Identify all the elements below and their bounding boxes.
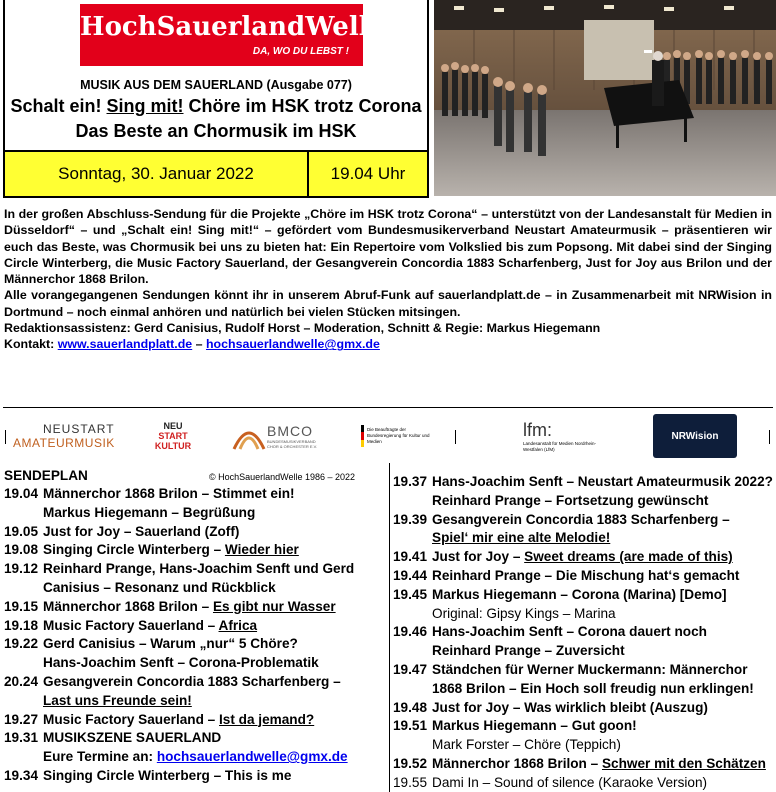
page-subtitle: Das Beste an Chormusik im HSK — [75, 121, 357, 141]
header-panel — [3, 0, 429, 198]
neustart-kultur-line: KULTUR — [154, 441, 192, 451]
song-title: Schwer mit den Schätzen — [601, 755, 766, 771]
item-subline: Hans-Joachim Senft – Corona-Problematik — [43, 655, 319, 671]
sponsor-logo-strip — [3, 407, 773, 461]
neustart-kultur-line: NEU — [163, 421, 183, 431]
item-title: Just for Joy – Sauerland (Zoff) — [43, 523, 240, 539]
song-title: Es gibt nur Wasser — [212, 598, 336, 614]
events-label: Eure Termine an: — [43, 749, 157, 765]
divider-tick — [455, 430, 456, 444]
title-part: Chöre im HSK trotz Corona — [183, 96, 422, 116]
schedule-left-column — [4, 463, 386, 786]
item-title: MUSIKSZENE SAUERLAND — [43, 730, 222, 746]
item-title: Music Factory Sauerland – — [43, 617, 219, 633]
schedule-right-column — [393, 473, 773, 792]
broadcast-date-bar — [5, 150, 427, 196]
list-item — [393, 774, 773, 792]
station-logo[interactable] — [80, 4, 386, 66]
neustart-kultur-line: START — [158, 431, 188, 441]
song-title: Africa — [218, 617, 258, 633]
item-time: 19.31 — [4, 730, 39, 746]
list-item — [393, 473, 773, 492]
neustart-logo-line: NEUSTART — [43, 422, 115, 436]
neustart-logo-line: AMATEURMUSIK — [13, 436, 115, 450]
item-subline: Original: Gipsy Kings – Marina — [432, 605, 616, 621]
lfm-label: lfm: — [523, 419, 552, 440]
page-title — [5, 96, 427, 117]
item-title: Gerd Canisius – Warum „nur“ 5 Chöre? — [43, 636, 298, 652]
choir-photo — [434, 0, 776, 196]
list-item — [4, 485, 386, 504]
item-title: Singing Circle Winterberg – — [43, 542, 225, 558]
bmco-mark-icon — [231, 419, 267, 453]
item-title: Männerchor 1868 Brilon – — [432, 755, 602, 771]
logo-tagline: DA, WO DU LEBST ! — [252, 46, 349, 57]
item-title: Just for Joy – Was wirklich bleibt (Auszug) — [432, 699, 708, 715]
song-title: Spiel‘ mir eine alte Melodie! — [432, 530, 611, 546]
item-title: Hans-Joachim Senft – Neustart Amateurmusik 2022? — [432, 474, 773, 489]
item-subline: 1868 Brilon – Ein Hoch soll freudig nun erklingen! — [432, 680, 754, 696]
item-subline: Reinhard Prange – Fortsetzung gewünscht — [432, 492, 709, 508]
divider-tick — [769, 430, 770, 444]
list-item — [393, 567, 773, 586]
bmco-sublabel: BUNDESMUSIKVERBAND CHOR & ORCHESTER E.V. — [267, 439, 318, 449]
item-time: 19.22 — [4, 636, 39, 652]
title-emphasis: Sing mit! — [106, 96, 184, 116]
item-title: Gesangverein Concordia 1883 Scharfenberg – — [432, 511, 730, 527]
series-label: MUSIK AUS DEM SAUERLAND (Ausgabe 077) — [80, 78, 352, 92]
item-title: Dami In – Sound of silence (Karaoke Version) — [432, 774, 708, 790]
list-item — [393, 717, 773, 736]
item-time: 19.46 — [393, 624, 428, 640]
song-title: Wieder hier — [224, 542, 299, 558]
item-time: 19.12 — [4, 561, 39, 577]
events-email-link[interactable]: hochsauerlandwelle@gmx.de — [156, 749, 348, 765]
list-item — [393, 586, 773, 605]
column-divider — [389, 463, 390, 792]
list-item — [4, 729, 386, 748]
item-title: Ständchen für Werner Muckermann: Männerchor — [432, 661, 748, 677]
website-link[interactable]: www.sauerlandplatt.de — [57, 337, 193, 352]
neustart-kultur-logo[interactable] — [153, 414, 193, 458]
divider-tick — [5, 430, 6, 444]
lfm-logo[interactable] — [523, 414, 609, 458]
bkm-label: Die Beauftragte der Bundesregierung für Kultur und Medien — [367, 427, 430, 444]
item-time: 19.55 — [393, 774, 428, 790]
item-time: 19.04 — [4, 486, 39, 501]
list-item — [4, 541, 386, 560]
logo-text: HochSauerlandWelle — [80, 12, 386, 42]
german-flag-icon — [361, 425, 364, 447]
neustart-amateurmusik-logo[interactable] — [13, 414, 131, 458]
item-subline: Mark Forster – Chöre (Teppich) — [432, 737, 621, 753]
item-time: 19.39 — [393, 511, 428, 527]
item-time: 19.34 — [4, 767, 39, 783]
item-time: 19.15 — [4, 598, 39, 614]
list-item — [4, 617, 386, 636]
item-time: 19.27 — [4, 711, 39, 727]
list-item — [4, 711, 386, 730]
list-item — [393, 755, 773, 774]
contact-separator: – — [192, 337, 206, 352]
title-part: Schalt ein! — [10, 96, 107, 116]
item-time: 19.18 — [4, 617, 39, 633]
choir-photo-illustration — [434, 0, 776, 196]
item-subline — [4, 748, 386, 767]
item-time: 19.44 — [393, 567, 428, 583]
contact-line — [4, 336, 772, 352]
item-title: Markus Hiegemann – Gut goon! — [432, 718, 637, 734]
item-time: 19.08 — [4, 542, 39, 558]
list-item — [393, 699, 773, 718]
list-item — [393, 548, 773, 567]
broadcast-date: Sonntag, 30. Januar 2022 — [5, 152, 309, 196]
item-time: 19.51 — [393, 718, 428, 734]
list-item — [393, 661, 773, 680]
bmco-label: BMCO — [267, 423, 313, 439]
lfm-sublabel: Landesanstalt für Medien Nordrhein-Westfalen (LfM) — [523, 440, 597, 452]
email-link[interactable]: hochsauerlandwelle@gmx.de — [205, 337, 380, 352]
intro-text — [4, 206, 772, 353]
item-time: 19.37 — [393, 474, 428, 489]
nrwision-logo[interactable] — [653, 414, 737, 458]
item-title: Music Factory Sauerland – — [43, 711, 220, 727]
list-item — [4, 673, 386, 692]
copyright-note: © HochSauerlandWelle 1986 – 2022 — [209, 472, 356, 482]
list-item — [4, 560, 386, 579]
contact-label: Kontakt: — [4, 337, 58, 352]
item-time: 19.41 — [393, 549, 428, 565]
list-item — [4, 523, 386, 542]
intro-paragraph: Alle vorangegangenen Sendungen könnt ihr in unserem Abruf-Funk auf sauerlandplatt.de – in Zusammenarbeit mit NRWision in Dortmund – noch einmal anhören und natürlich bei vielen Stücken mitsingen. — [4, 288, 772, 319]
item-subline — [4, 692, 386, 711]
item-title: Gesangverein Concordia 1883 Scharfenberg – — [43, 673, 341, 689]
item-subline: Reinhard Prange – Zuversicht — [432, 643, 625, 659]
list-item — [4, 767, 386, 786]
item-title: Männerchor 1868 Brilon – Stimmet ein! — [43, 486, 295, 501]
list-item — [4, 635, 386, 654]
list-item — [4, 598, 386, 617]
song-title: Last uns Freunde sein! — [43, 692, 192, 708]
item-time: 19.52 — [393, 755, 428, 771]
item-title: Just for Joy – — [432, 549, 525, 565]
bkm-logo[interactable] — [361, 414, 441, 458]
item-time: 20.24 — [4, 673, 39, 689]
song-title: Sweet dreams (are made of this) — [524, 549, 733, 565]
item-time: 19.45 — [393, 586, 428, 602]
schedule-header — [4, 467, 386, 485]
item-title: Singing Circle Winterberg – This is me — [43, 767, 292, 783]
intro-paragraph: In der großen Abschluss-Sendung für die Projekte „Chöre im HSK trotz Corona“ – unterstützt von der Landesanstalt für Medien in Düsseldorf“ – und „Schalt ein! Sing mit!“ – gefördert vom Bundesmusikerverband Neustart Amateurmusik – präsentieren wir euch das Beste, was Chormusik bei uns zu bieten hat: Ein Repertoire vom Volkslied bis zum Popsong. Mit dabei sind der Singing Circle Winterberg, die Music Factory Sauerland, der Gesangverein Concordia 1883 Scharfenberg, Just for Joy aus Brilon und der Männerchor 1868 Brilon. — [4, 207, 772, 287]
item-time: 19.05 — [4, 523, 39, 539]
item-time: 19.48 — [393, 699, 428, 715]
song-title: Ist da jemand? — [219, 711, 315, 727]
list-item — [393, 511, 773, 530]
item-title: Männerchor 1868 Brilon – — [43, 598, 213, 614]
item-title: Reinhard Prange, Hans-Joachim Senft und Gerd — [43, 561, 355, 577]
broadcast-time: 19.04 Uhr — [330, 164, 406, 183]
item-subline — [393, 529, 773, 548]
nrwision-label: NRWision — [671, 430, 719, 442]
item-time: 19.47 — [393, 661, 428, 677]
bmco-logo[interactable] — [231, 414, 331, 458]
schedule-heading: SENDEPLAN — [4, 468, 88, 483]
item-title: Markus Hiegemann – Corona (Marina) [Demo] — [432, 586, 727, 602]
item-subline: Canisius – Resonanz und Rückblick — [43, 579, 276, 595]
item-subline: Markus Hiegemann – Begrüßung — [43, 504, 256, 520]
item-title: Hans-Joachim Senft – Corona dauert noch — [432, 624, 707, 640]
credits-line: Redaktionsassistenz: Gerd Canisius, Rudolf Horst – Moderation, Schnitt & Regie: Markus Hiegemann — [4, 321, 601, 336]
list-item — [393, 623, 773, 642]
item-title: Reinhard Prange – Die Mischung hat‘s gemacht — [432, 567, 740, 583]
